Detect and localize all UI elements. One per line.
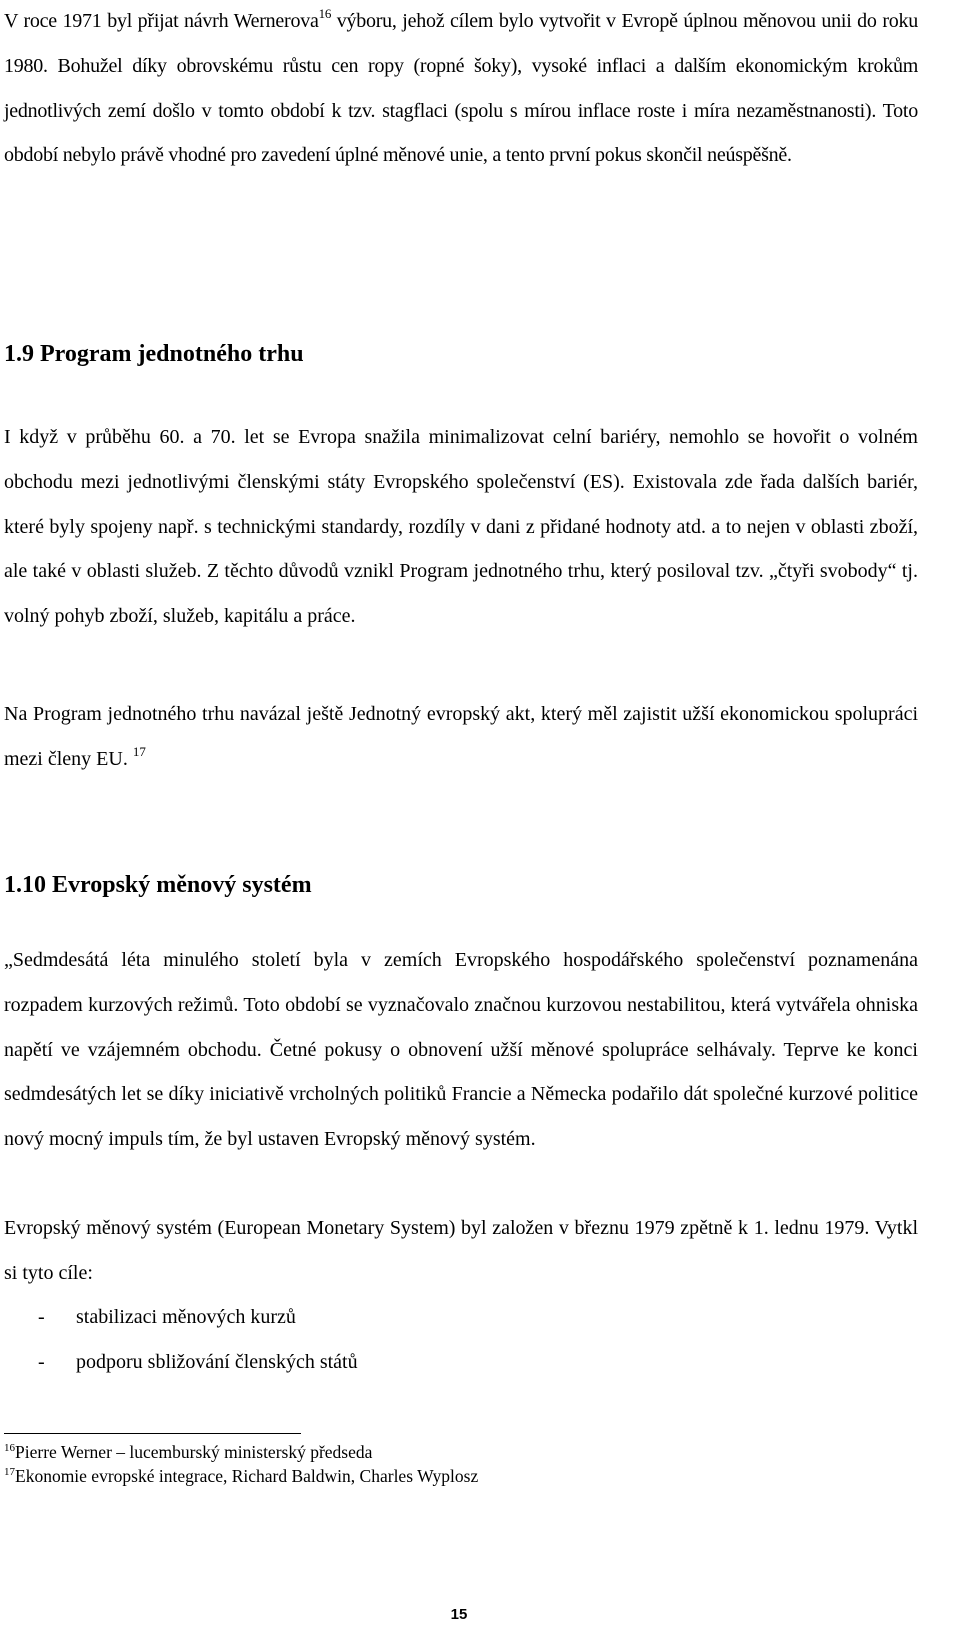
- footnote-17: $^{17}$Ekonomie evropské integrace, Richard Baldwin, Charles Wyplosz: [4, 1466, 479, 1486]
- section-heading-single-market: 1.9 Program jednotného trhu: [4, 341, 304, 367]
- footnote-ref-16[interactable]: 16: [318, 6, 332, 21]
- footnote-separator: [4, 1433, 301, 1434]
- ems-goals-list: [4, 1295, 918, 1385]
- footnotes: [4, 1440, 918, 1488]
- paragraph-single-market: I když v průběhu 60. a 70. let se Evropa snažila minimalizovat celní bariéry, nemohlo se hovořit o volném obchodu mezi jednotlivými členskými státy Evropského společenství (ES). Existovala zde řada dalších bariér, které byly spojeny např. s technickými standardy, rozdíly v dani z přidané hodnoty atd. a to nejen v oblasti zboží, ale také v oblasti služeb. Z těchto důvodů vznikl Program jednotného trhu, který posiloval tzv. „čtyři svobody“ tj. volný pohyb zboží, služeb, kapitálu a práce.: [4, 426, 918, 628]
- paragraph-ems-history: „Sedmdesátá léta minulého století byla v zemích Evropského hospodářského společenství poznamenána rozpadem kurzových režimů. Toto období se vyznačovalo značnou kurzovou nestabilitou, která vytvářela ohniska napětí ve vzájemném obchodu. Četné pokusy o obnovení užší měnové spolupráce selhávaly. Teprve ke konci sedmdesátých let se díky iniciativě vrcholných politiků Francie a Německa podařilo dát společné kurzové politice nový mocný impuls tím, že byl ustaven Evropský měnový systém.: [4, 949, 918, 1151]
- paragraph-ems-goals: Evropský měnový systém (European Monetary System) byl založen v březnu 1979 zpětně k 1. lednu 1979. Vytkl si tyto cíle:: [4, 1217, 918, 1284]
- page-number: 15: [450, 1606, 468, 1623]
- list-item: - podporu sbližování členských států: [38, 1350, 358, 1373]
- footnote-ref-17[interactable]: 17: [132, 743, 146, 759]
- section-heading-ems: 1.10 Evropský měnový systém: [4, 872, 312, 898]
- footnote-16: $^{16}$Pierre Werner – lucemburský ministerský předseda: [4, 1442, 373, 1462]
- paragraph-werner-plan: V roce 1971 byl přijat návrh Wernerova$^{16}$ výboru, jehož cílem bylo vytvořit v Evropě úplnou měnovou unii do roku 1980. Bohužel díky obrovskému růstu cen ropy (ropné šoky), vysoké inflaci a dalším ekonomickým krokům jednotlivých zemí došlo v tomto období k tzv. stagflaci (spolu s mírou inflace roste i míra nezaměstnanosti). Toto období nebylo právě vhodné pro zavedení úplné měnové unie, a tento první pokus skončil neúspěšně.: [4, 6, 918, 167]
- paragraph-single-european-act: Na Program jednotného trhu navázal ještě Jednotný evropský akt, který měl zajistit užší ekonomickou spolupráci mezi členy EU. $^{17}$: [4, 703, 918, 770]
- list-item: - stabilizaci měnových kurzů: [38, 1306, 296, 1328]
